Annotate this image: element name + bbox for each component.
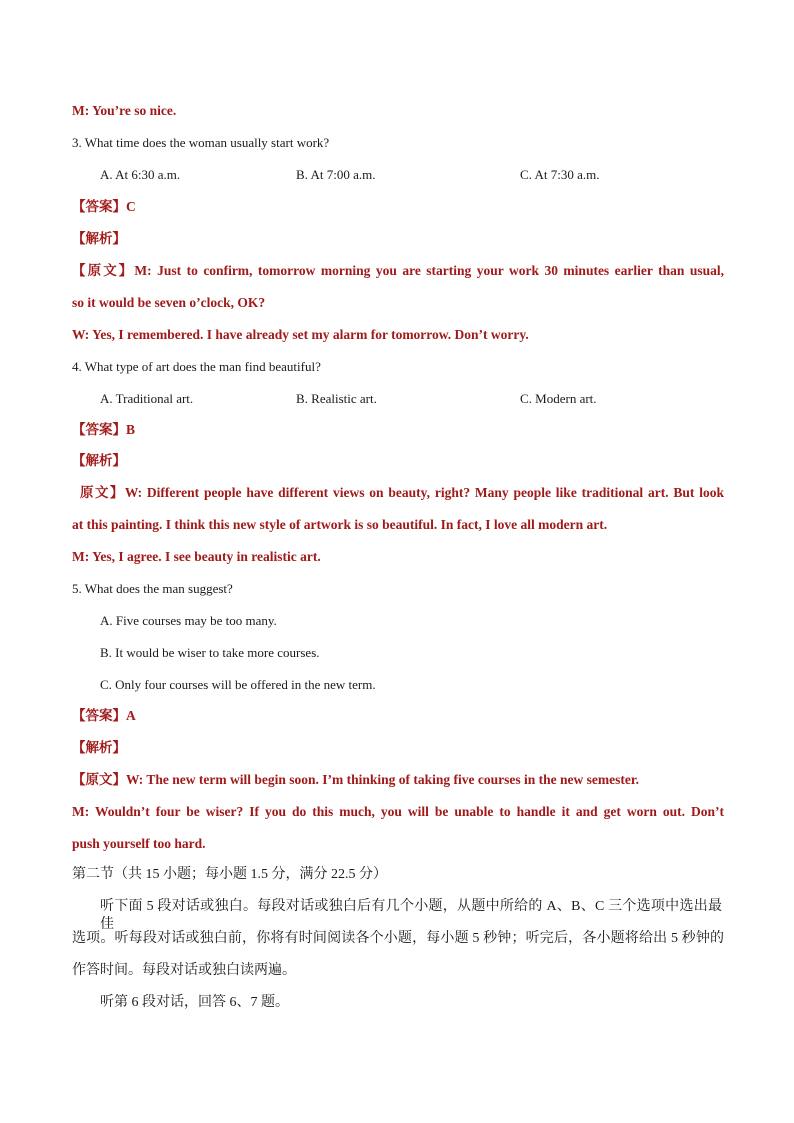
answer-label: 【答案】 (72, 422, 126, 437)
q3-option-b: B. At 7:00 a.m. (296, 167, 376, 182)
q5-transcript (72, 771, 724, 789)
dialog-line: M: You’re so nice. (72, 103, 177, 118)
q5-transcript-m: M: Wouldn’t four be wiser? If you do this much, you will be unable to handle it and get worn out. Don’t (72, 804, 724, 819)
q5-option-a: A. Five courses may be too many. (100, 613, 277, 628)
section-2-instruction-end: 作答时间。每段对话或独白读两遍。 (72, 963, 296, 978)
question-3: 3. What time does the woman usually start work? (72, 135, 330, 150)
answer-value: A (126, 708, 136, 723)
dialog-6-intro: 听第 6 段对话，回答 6、7 题。 (100, 995, 289, 1010)
q4-analysis-label: 【解析】 (72, 453, 126, 468)
section-2-instruction: 听下面 5 段对话或独白。每段对话或独白后有几个小题，从题中所给的 A、B、C 三个选项中选出最佳 (100, 899, 722, 932)
q4-answer (72, 421, 724, 439)
question-5: 5. What does the man suggest? (72, 581, 233, 596)
q3-transcript-w: W: Yes, I remembered. I have already set my alarm for tomorrow. Don’t worry. (72, 327, 529, 342)
original-label: 【原文】 (72, 772, 126, 787)
answer-value: C (126, 199, 136, 214)
q3-analysis-label: 【解析】 (72, 231, 126, 246)
q3-answer (72, 198, 724, 216)
q4-transcript-m: M: Yes, I agree. I see beauty in realistic art. (72, 549, 321, 564)
q5-option-b: B. It would be wiser to take more courses. (100, 645, 320, 660)
section-2-heading: 第二节（共 15 小题；每小题 1.5 分，满分 22.5 分） (72, 867, 387, 882)
q5-answer (72, 707, 724, 725)
answer-label: 【答案】 (72, 708, 126, 723)
q4-option-c: C. Modern art. (520, 391, 597, 406)
q3-option-c: C. At 7:30 a.m. (520, 167, 600, 182)
q4-transcript: 原文】W: Different people have different views on beauty, right? Many people like traditional art. But look (80, 485, 724, 500)
transcript-line: M: Just to confirm, tomorrow morning you are starting your work 30 minutes earlier than usual, (134, 263, 724, 278)
q5-transcript-cont: push yourself too hard. (72, 836, 206, 851)
q3-transcript-cont: so it would be seven o’clock, OK? (72, 295, 266, 310)
q5-analysis-label: 【解析】 (72, 740, 126, 755)
question-4: 4. What type of art does the man find beautiful? (72, 359, 321, 374)
q3-option-a: A. At 6:30 a.m. (100, 167, 181, 182)
q3-transcript (72, 262, 724, 280)
answer-value: B (126, 422, 136, 437)
q5-option-c: C. Only four courses will be offered in the new term. (100, 677, 376, 692)
transcript-line: W: The new term will begin soon. I’m thinking of taking five courses in the new semester. (126, 772, 639, 787)
answer-label: 【答案】 (72, 199, 126, 214)
q4-option-a: A. Traditional art. (100, 391, 194, 406)
q4-transcript-cont: at this painting. I think this new style of artwork is so beautiful. In fact, I love all modern art. (72, 517, 608, 532)
q4-option-b: B. Realistic art. (296, 391, 377, 406)
original-label: 【原文】 (72, 263, 135, 278)
section-2-instruction-cont: 选项。听每段对话或独白前，你将有时间阅读各个小题，每小题 5 秒钟；听完后，各小题将给出 5 秒钟的 (72, 931, 724, 946)
